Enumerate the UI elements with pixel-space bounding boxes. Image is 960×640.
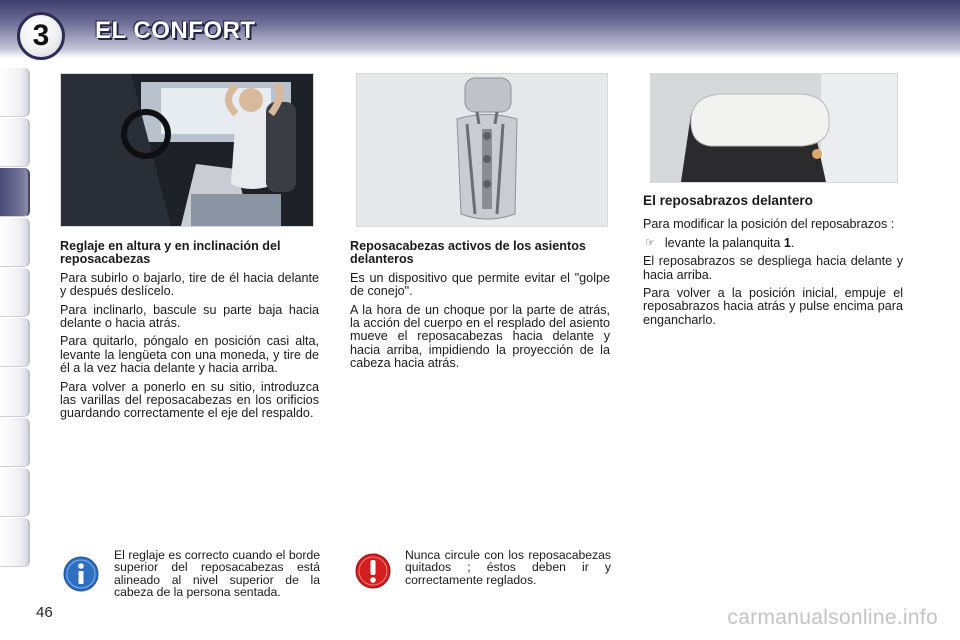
chapter-title: EL CONFORT (95, 17, 256, 44)
col2-paragraph-2: A la hora de un choque por la parte de atrás, la acción del cuerpo en el resplado del asiento mueve el reposacabezas hacia delante y hacia arriba, impidiendo la proyección de la cabeza hacia atrás. (350, 302, 610, 371)
col1-paragraph-1: Para subirlo o bajarlo, tire de él hacia delante y después deslícelo. (60, 270, 319, 299)
headrest-adjustment-illustration (61, 74, 313, 226)
warning-note-text: Nunca circule con los reposacabezas quitados ; éstos deben ir y correctamente reglados. (405, 548, 611, 587)
armrest-instruction-bullet (643, 237, 903, 250)
chapter-tab-5[interactable] (0, 268, 30, 317)
front-armrest-illustration (651, 74, 897, 182)
front-armrest-section (643, 194, 903, 332)
page-number: 46 (36, 604, 53, 621)
col2-paragraph-1: Es un dispositivo que permite evitar el "golpe de conejo". (350, 270, 610, 299)
col3-intro: Para modificar la posición del reposabrazos : (643, 217, 895, 232)
chapter-tab-column (0, 68, 34, 578)
headrest-adjustment-heading: Reglaje en altura y en inclinación del reposacabezas (60, 239, 281, 267)
watermark: carmanualsonline.info (727, 606, 938, 629)
col3-paragraph-2: Para volver a la posición inicial, empuje el reposabrazos hacia atrás y pulse encima para engancharlo. (643, 286, 903, 327)
chapter-number: 3 (32, 19, 50, 52)
col3-paragraph-1: El reposabrazos se despliega hacia delante y hacia arriba. (643, 254, 903, 282)
headrest-adjustment-section (60, 240, 319, 426)
active-headrest-photo (356, 73, 608, 227)
chapter-tab-3[interactable] (0, 168, 30, 217)
chapter-tab-4[interactable] (0, 218, 30, 267)
armrest-lever-ref: 1 (783, 235, 791, 250)
active-headrest-illustration (357, 74, 607, 226)
chapter-tab-10[interactable] (0, 518, 30, 567)
chapter-tab-7[interactable] (0, 368, 30, 417)
chapter-number-badge (17, 12, 65, 60)
col1-paragraph-4: Para volver a ponerlo en su sitio, introduzca las varillas del reposacabezas en los orificios guardando correctamente el eje del respaldo. (60, 379, 319, 421)
warning-note (405, 549, 611, 586)
info-note (114, 549, 320, 599)
active-headrest-section (350, 240, 610, 376)
chapter-tab-1[interactable] (0, 68, 30, 117)
chapter-tab-9[interactable] (0, 468, 30, 517)
active-headrest-heading: Reposacabezas activos de los asientos delanteros (350, 239, 586, 267)
chapter-tab-6[interactable] (0, 318, 30, 367)
chapter-tab-8[interactable] (0, 418, 30, 467)
headrest-adjustment-photo (60, 73, 314, 227)
armrest-lever-label: 1 (814, 160, 820, 170)
col1-paragraph-2: Para inclinarlo, bascule su parte baja hacia delante o hacia atrás. (60, 302, 319, 331)
pointing-hand-icon: ☞ (645, 236, 655, 249)
warning-icon (355, 553, 391, 589)
armrest-instruction-text (665, 237, 795, 250)
info-icon (63, 556, 99, 592)
chapter-tab-2[interactable] (0, 118, 30, 167)
armrest-instruction-end: . (790, 235, 795, 250)
col1-paragraph-3: Para quitarlo, póngalo en posición casi alta, levante la lengüeta con una moneda, y tire de él a la vez hacia delante y hacia arriba. (60, 334, 319, 376)
front-armrest-photo (650, 73, 898, 183)
chapter-header (0, 0, 960, 58)
info-note-text: El reglaje es correcto cuando el borde superior del reposacabezas está alineado al nivel superior de la cabeza de la persona sentada. (114, 548, 320, 600)
armrest-instruction-label: levante la palanquita (664, 235, 781, 250)
front-armrest-heading: El reposabrazos delantero (643, 193, 813, 208)
